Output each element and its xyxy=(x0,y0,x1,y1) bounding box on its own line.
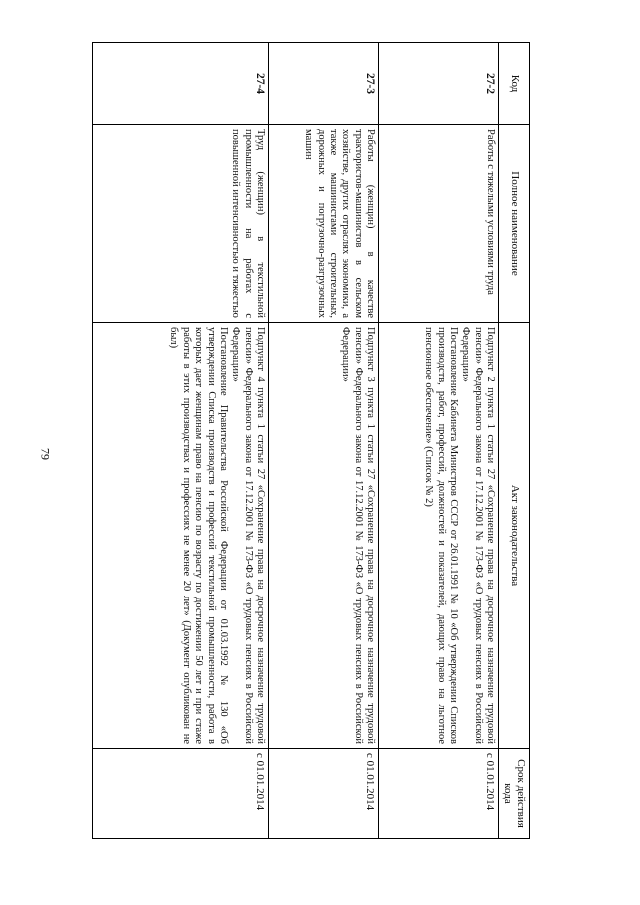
row-name: Труд (женщин) в текстильной промышленности на работах с повышенной интенсивностью и тяжестью xyxy=(93,125,269,323)
row-name: Работы с тяжелыми условиями труда xyxy=(379,125,499,323)
act-paragraph: Подпункт 3 пункта 1 статьи 27 «Сохранение права на досрочное назначение трудовой пенсии» Федерального закона от 17.12.2001 № 173-ФЗ «О трудовых пенсиях в Российской Федерации» xyxy=(340,327,377,744)
row-act xyxy=(269,323,379,749)
header-code: Код xyxy=(499,43,530,125)
row-code: 27-4 xyxy=(93,43,269,125)
row-code: 27-3 xyxy=(269,43,379,125)
row-term: с 01.01.2014 xyxy=(379,749,499,839)
header-term: Срок действия кода xyxy=(499,749,530,839)
row-term: с 01.01.2014 xyxy=(269,749,379,839)
row-name: Работы (женщин) в качестве трактористов-машинистов в сельском хозяйстве, других отраслях экономики, а также машинистами строительных, дорожных и погрузочно-разгрузочных машин xyxy=(269,125,379,323)
header-name: Полное наименование xyxy=(499,125,530,323)
table-header-row xyxy=(499,43,530,839)
header-act: Акт законодательства xyxy=(499,323,530,749)
act-paragraph: Подпункт 2 пункта 1 статьи 27 «Сохранение права на досрочное назначение трудовой пенсии» Федерального закона от 17.12.2001 № 173-ФЗ «О трудовых пенсиях в Российской Федерации» xyxy=(460,327,497,744)
table-row xyxy=(93,43,269,839)
row-act xyxy=(93,323,269,749)
row-code: 27-2 xyxy=(379,43,499,125)
act-paragraph: Постановление Кабинета Министров СССР от 26.01.1991 № 10 «Об утверждении Списков производств, работ, профессий, должностей и показателей, дающих право на льготное пенсионное обеспечение» (Список № 2) xyxy=(423,327,459,744)
row-term: с 01.01.2014 xyxy=(93,749,269,839)
codes-table xyxy=(92,42,530,839)
row-act xyxy=(379,323,499,749)
table-row xyxy=(379,43,499,839)
act-paragraph: Подпункт 4 пункта 1 статьи 27 «Сохранение права на досрочное назначение трудовой пенсии» Федерального закона от 17.12.2001 № 173-ФЗ «О трудовых пенсиях в Российской Федерации» xyxy=(230,327,267,744)
rotated-table-container xyxy=(92,42,530,838)
table-row xyxy=(269,43,379,839)
act-paragraph: Постановление Правительства Российской Федерации от 01.03.1992 № 130 «Об утверждении Списка производств и профессий текстильной промышленности, работа в которых дает женщинам право на пенсию по возрасту по достижении 50 лет и при стаже работы в этих производствах и профессиях не менее 20 лет» (Документ опубликован не был) xyxy=(168,327,229,744)
page-number: 79 xyxy=(38,448,53,460)
